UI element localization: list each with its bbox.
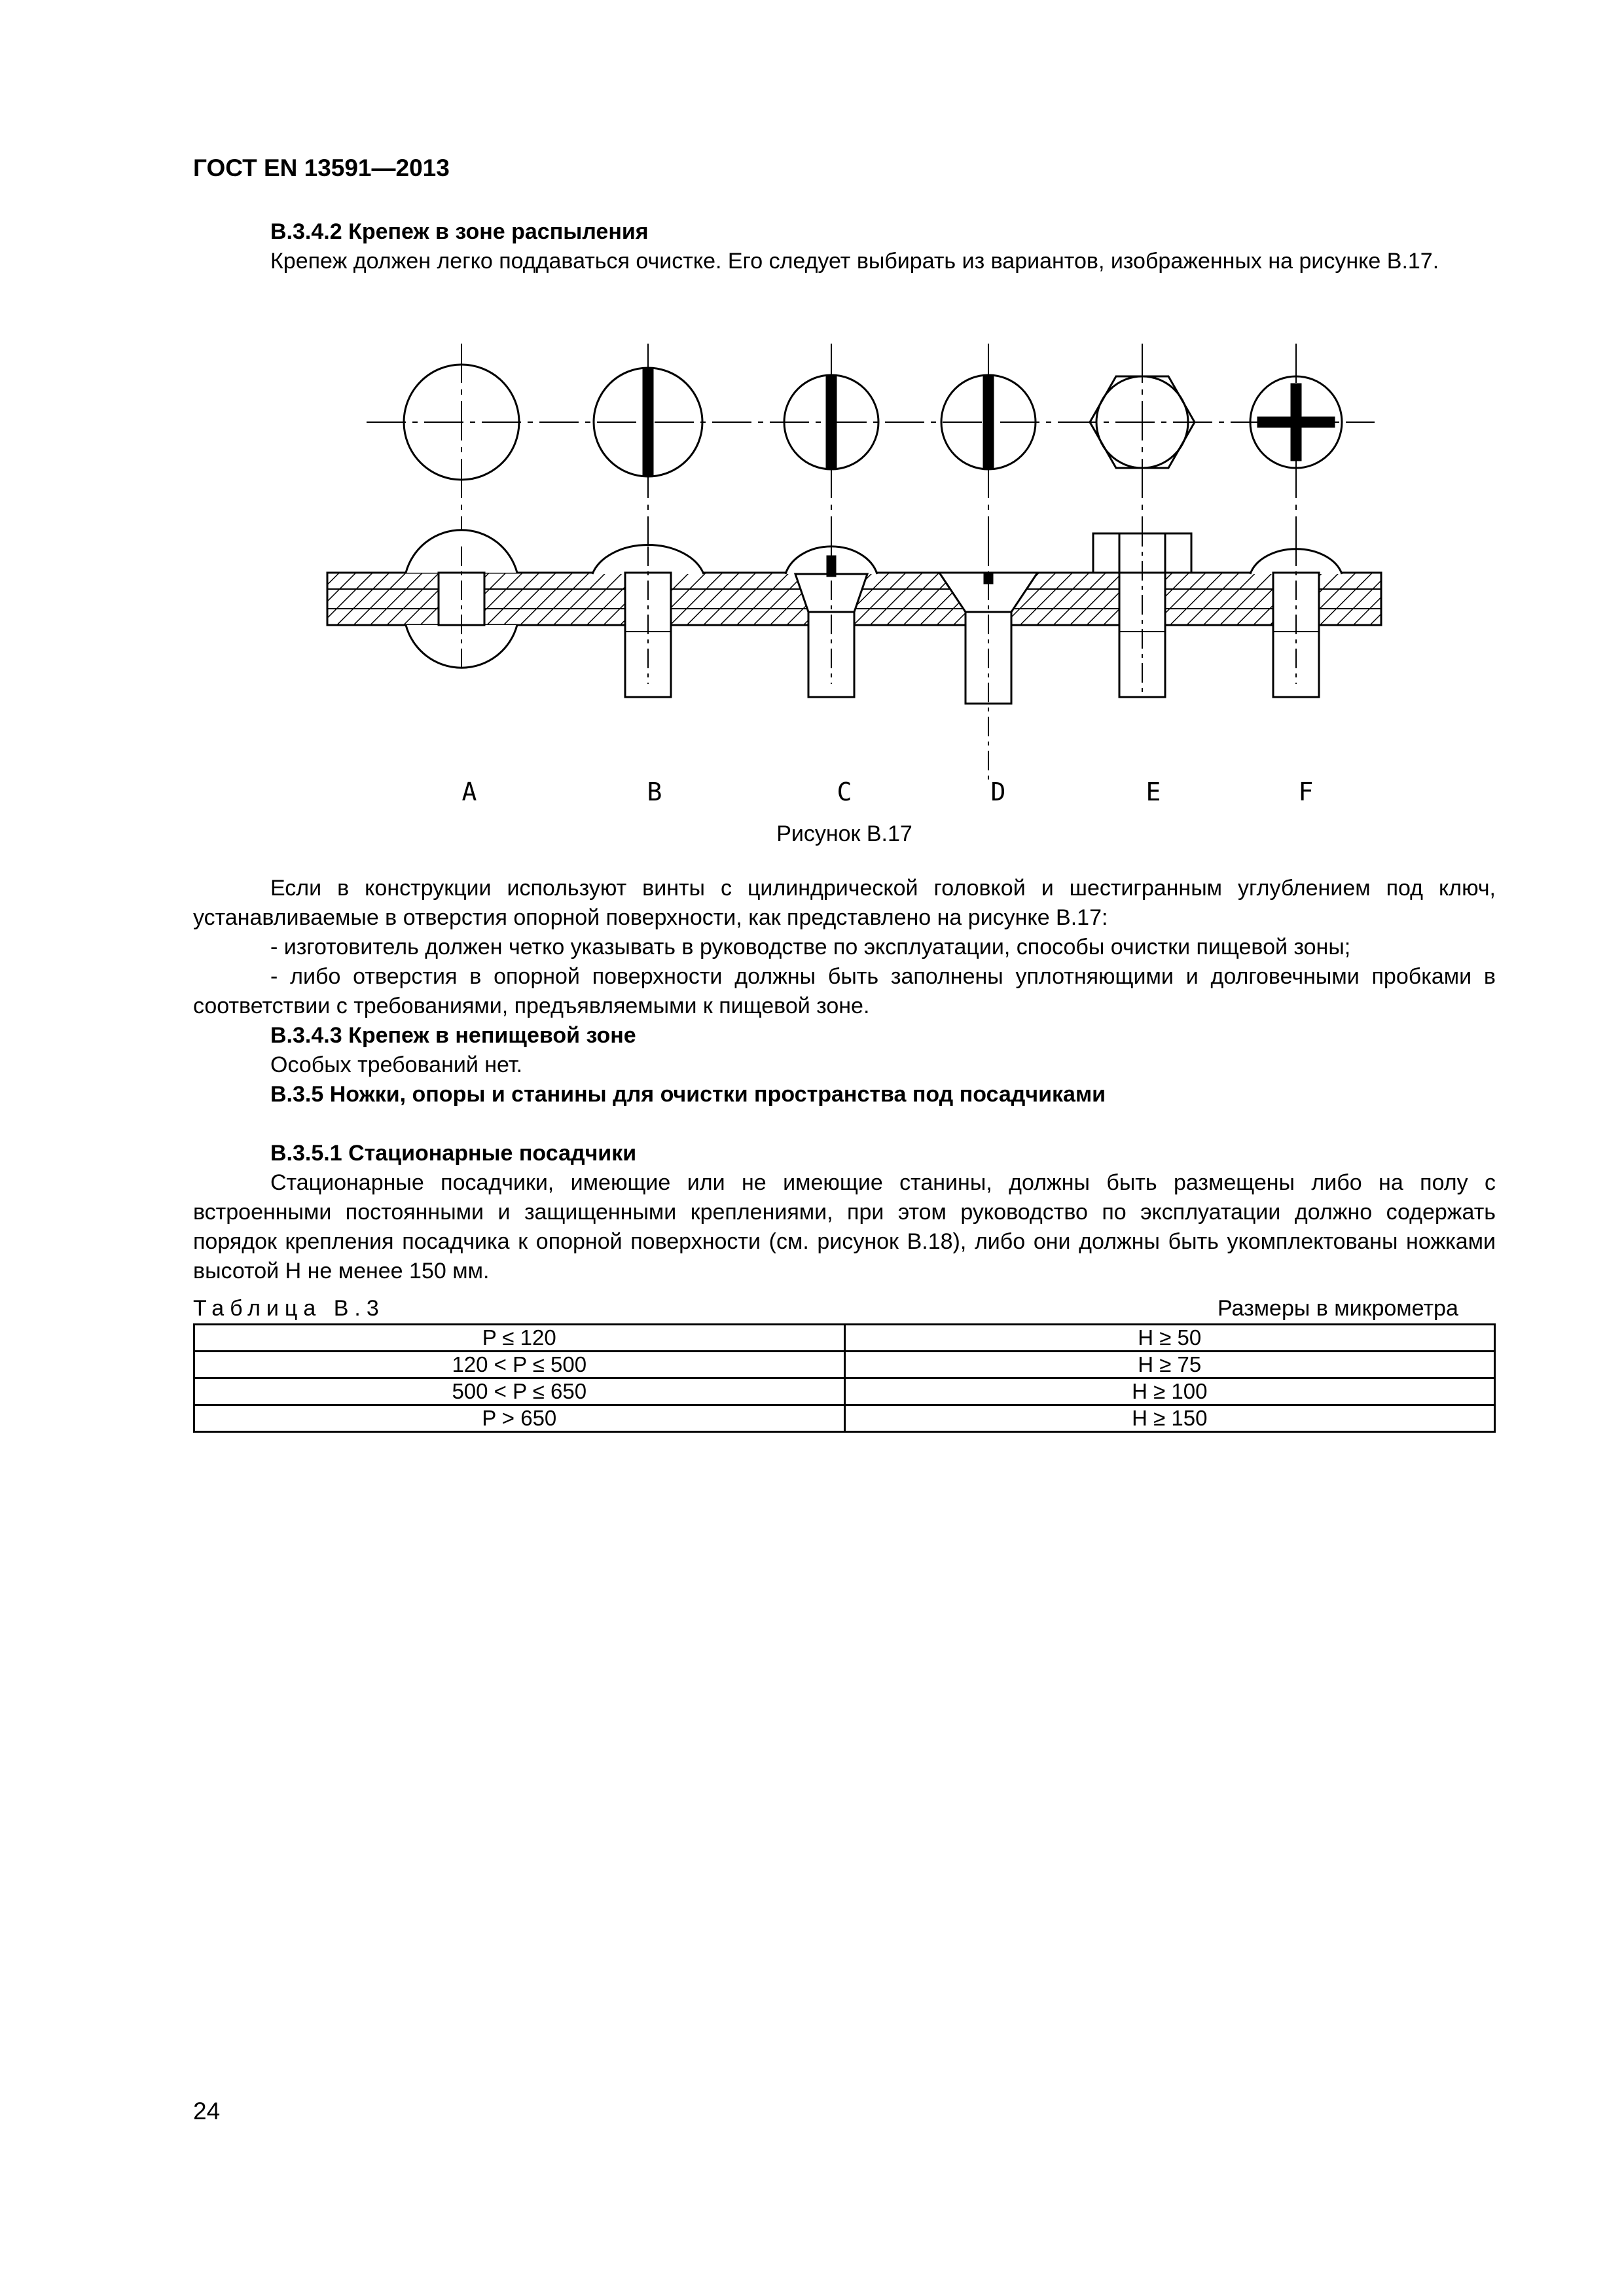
- figure-label-c: C: [837, 778, 852, 806]
- table-cell-p: P ≤ 120: [194, 1325, 845, 1352]
- figure-label-f: F: [1298, 778, 1314, 806]
- page-number: 24: [193, 2098, 221, 2125]
- table-row: [194, 1405, 1495, 1432]
- table-cell-h: H ≥ 75: [844, 1352, 1495, 1378]
- section-text-b342: Крепеж должен легко поддаваться очистке. Его следует выбирать из вариантов, изображенных на рисунке В.17.: [270, 249, 1439, 274]
- section-heading-b35: В.3.5 Ножки, опоры и станины для очистки пространства под посадчиками: [270, 1082, 1106, 1107]
- table-cell-h: H ≥ 100: [844, 1378, 1495, 1405]
- table-row: [194, 1378, 1495, 1405]
- figure-label-e: E: [1146, 778, 1161, 806]
- section-text-b343: Особых требований нет.: [270, 1052, 523, 1077]
- body-bullet-2: - либо отверстия в опорной поверхности должны быть заполнены уплотняющими и долговечными пробками в соответствии с требованиями, предъявляемыми к пищевой зоне.: [193, 964, 1496, 1018]
- document-header: ГОСТ EN 13591—2013: [193, 154, 450, 181]
- figure-label-a: A: [461, 778, 477, 806]
- figure-label-b: B: [647, 778, 662, 806]
- table-row: [194, 1352, 1495, 1378]
- figure-label-d: D: [990, 778, 1006, 806]
- table-cell-h: H ≥ 150: [844, 1405, 1495, 1432]
- table-title: Таблица В.3: [193, 1296, 385, 1321]
- table-cell-p: P > 650: [194, 1405, 845, 1432]
- section-text-b351: Стационарные посадчики, имеющие или не имеющие станины, должны быть размещены либо на полу с встроенными постоянными и защищенными креплениями, при этом руководство по эксплуатации должно содержать порядок крепления посадчика к опорной поверхности (см. рисунок В.18), либо они должны быть укомплектованы ножками высотой Н не менее 150 мм.: [193, 1170, 1496, 1283]
- body-bullet-1: - изготовитель должен четко указывать в руководстве по эксплуатации, способы очистки пищевой зоны;: [270, 935, 1351, 960]
- table-cell-p: 500 < P ≤ 650: [194, 1378, 845, 1405]
- fastener-figure: [314, 331, 1388, 782]
- body-paragraph-1: Если в конструкции используют винты с цилиндрической головкой и шестигранным углублением под ключ, устанавливаемые в отверстия опорной поверхности, как представлено на рисунке В.17:: [193, 876, 1496, 930]
- figure-caption: Рисунок В.17: [776, 821, 912, 846]
- table-cell-p: 120 < P ≤ 500: [194, 1352, 845, 1378]
- table-row: [194, 1325, 1495, 1352]
- section-heading-b343: В.3.4.3 Крепеж в непищевой зоне: [270, 1023, 636, 1048]
- section-heading-b351: В.3.5.1 Стационарные посадчики: [270, 1141, 637, 1166]
- dimensions-table: [193, 1323, 1496, 1433]
- section-heading-b342: В.3.4.2 Крепеж в зоне распыления: [270, 219, 649, 244]
- table-units: Размеры в микрометра: [1218, 1296, 1458, 1321]
- table-cell-h: H ≥ 50: [844, 1325, 1495, 1352]
